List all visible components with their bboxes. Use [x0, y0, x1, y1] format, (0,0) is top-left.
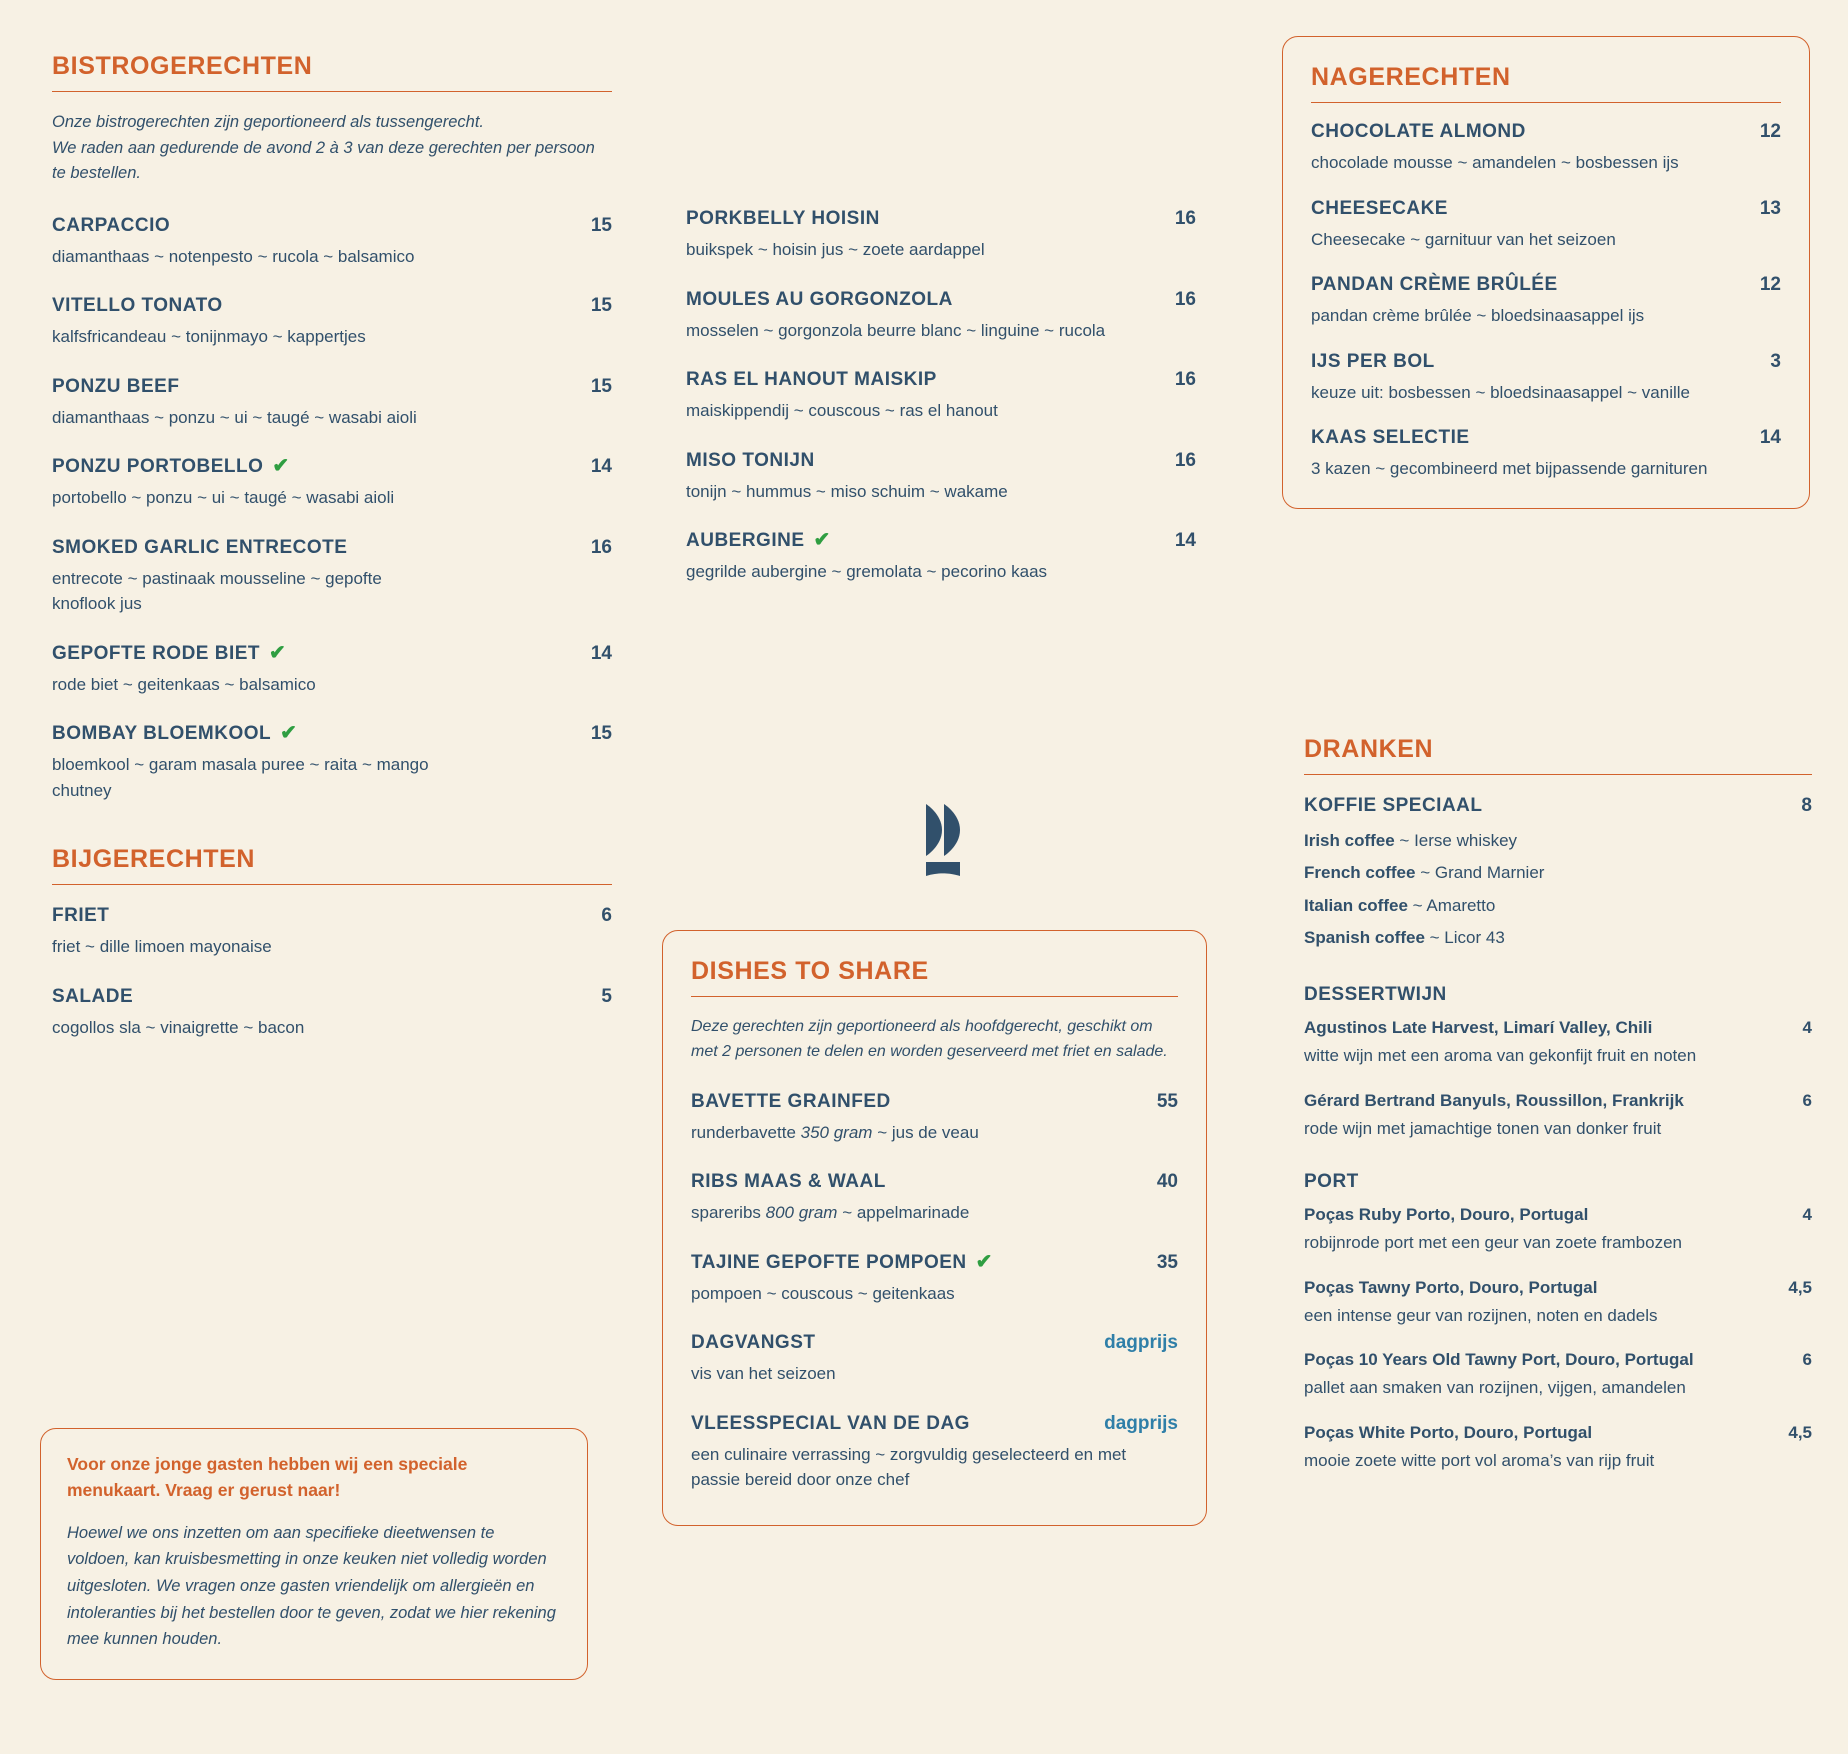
menu-item-name: PANDAN CRÈME BRÛLÉE [1311, 274, 1558, 295]
vegetarian-check-icon: ✔ [280, 722, 297, 745]
menu-item-price: 13 [1759, 197, 1781, 219]
menu-item [691, 1252, 1178, 1307]
vegetarian-check-icon: ✔ [269, 641, 286, 664]
menu-item [691, 1091, 1178, 1146]
menu-item-description: diamanthaas ~ ponzu ~ ui ~ taugé ~ wasabi aioli [52, 407, 417, 427]
section-heading-dranken: DRANKEN [1304, 735, 1812, 775]
logo-ornament-icon [920, 800, 964, 880]
menu-item [52, 723, 612, 803]
share-intro: Deze gerechten zijn geportioneerd als hoofdgerecht, geschikt om met 2 personen te delen en worden geserveerd met friet en salade. [691, 1018, 1168, 1060]
menu-item-description: bloemkool ~ garam masala puree ~ raita ~ mango chutney [52, 755, 429, 800]
list-item [1304, 825, 1812, 857]
menu-item-name: MOULES AU GORGONZOLA [686, 288, 953, 310]
menu-item [686, 450, 1196, 505]
menu-item [1304, 1091, 1812, 1142]
wine-price: 6 [1802, 1350, 1812, 1370]
menu-item-price: 12 [1759, 274, 1781, 295]
menu-item-name: VLEESSPECIAL VAN DE DAG [691, 1412, 970, 1434]
list-item [1304, 890, 1812, 922]
desc-emphasis: 800 gram [765, 1203, 838, 1223]
menu-item-description: portobello ~ ponzu ~ ui ~ taugé ~ wasabi aioli [52, 488, 395, 508]
allergy-disclaimer: Hoewel we ons inzetten om aan specifieke dieetwensen te voldoen, kan kruisbesmetting in onze keuken niet volledig worden uitgesloten. We vragen onze gasten vriendelijk om allergieën en intoleranties bij het bestellen door te geven, zodat we hier rekening mee kunnen houden. [67, 1523, 556, 1649]
menu-item-price: 16 [1174, 369, 1196, 390]
menu-item-name: GEPOFTE RODE BIET [52, 642, 261, 664]
menu-item [1304, 1350, 1812, 1401]
menu-item-price: 14 [1759, 427, 1781, 448]
menu-item [1311, 121, 1781, 176]
menu-item [52, 986, 612, 1041]
menu-item-description: cogollos sla ~ vinaigrette ~ bacon [52, 1017, 305, 1037]
menu-item-price: 16 [1174, 288, 1196, 310]
menu-item-price: 16 [1174, 449, 1196, 471]
menu-item-name: RIBS MAAS & WAAL [691, 1171, 886, 1193]
menu-item-name: CARPACCIO [52, 214, 171, 236]
dishes-to-share-section [662, 930, 1207, 1526]
desserts-section [1282, 36, 1810, 509]
coffee-desc: ~ Licor 43 [1424, 927, 1505, 947]
vegetarian-check-icon: ✔ [272, 455, 290, 478]
kids-allergy-box [40, 1428, 588, 1680]
bistro-intro [52, 110, 612, 187]
menu-item-name: DAGVANGST [691, 1332, 816, 1354]
menu-item-name: TAJINE GEPOFTE POMPOEN [691, 1251, 967, 1273]
menu-item-price: 3 [1770, 350, 1781, 372]
menu-item-price: 16 [590, 536, 612, 558]
menu-item-description: gegrilde aubergine ~ gremolata ~ pecorino kaas [686, 562, 1048, 581]
vegetarian-check-icon: ✔ [975, 1250, 993, 1273]
side-dishes-section [52, 845, 612, 1040]
menu-item [1311, 198, 1781, 253]
menu-item-name: AUBERGINE [686, 530, 805, 551]
wine-price: 4,5 [1788, 1422, 1812, 1442]
wine-price: 6 [1802, 1090, 1812, 1110]
menu-item-description: tonijn ~ hummus ~ miso schuim ~ wakame [686, 481, 1008, 501]
menu-item-name: MISO TONIJN [686, 449, 815, 471]
desc-post: ~ jus de veau [872, 1122, 979, 1142]
menu-item-name: KAAS SELECTIE [1311, 427, 1470, 448]
menu-item [52, 643, 612, 698]
menu-item-price: 8 [1801, 795, 1812, 816]
section-heading-share: DISHES TO SHARE [691, 957, 1178, 997]
wine-name: Gérard Bertrand Banyuls, Roussillon, Frankrijk [1304, 1090, 1684, 1110]
menu-item-price: dagprijs [1104, 1332, 1178, 1354]
wine-description: witte wijn met een aroma van gekonfijt fruit en noten [1304, 1046, 1697, 1066]
menu-item [52, 905, 612, 960]
wine-name: Poças 10 Years Old Tawny Port, Douro, Portugal [1304, 1350, 1694, 1370]
menu-item-description: een culinaire verrassing ~ zorgvuldig geselecteerd en met passie bereid door onze chef [691, 1444, 1127, 1490]
menu-item-price: 35 [1156, 1251, 1178, 1273]
bistro-section [52, 52, 612, 1066]
menu-item-name: IJS PER BOL [1311, 350, 1435, 372]
wine-name: Poças Ruby Porto, Douro, Portugal [1304, 1205, 1589, 1225]
menu-item-price: dagprijs [1104, 1412, 1178, 1434]
coffee-list [1304, 825, 1812, 954]
menu-item-description: friet ~ dille limoen mayonaise [52, 937, 272, 957]
bistro-intro-line2: We raden aan gedurende de avond 2 à 3 van deze gerechten per persoon te bestellen. [52, 138, 595, 183]
menu-item [1311, 274, 1781, 329]
wine-price: 4 [1802, 1205, 1812, 1225]
menu-item-price: 40 [1156, 1171, 1178, 1193]
menu-item-name: CHOCOLATE ALMOND [1311, 121, 1526, 142]
wine-price: 4 [1802, 1018, 1812, 1038]
menu-item [691, 1413, 1178, 1493]
section-heading-bistro: BISTROGERECHTEN [52, 52, 612, 92]
menu-item-name: SMOKED GARLIC ENTRECOTE [52, 536, 348, 558]
menu-item-name: BAVETTE GRAINFED [691, 1090, 891, 1112]
menu-item-price: 15 [590, 295, 612, 317]
menu-item [686, 208, 1196, 263]
wine-name: Poças White Porto, Douro, Portugal [1304, 1422, 1593, 1442]
menu-item-price: 12 [1759, 121, 1781, 142]
menu-item-price: 14 [590, 642, 612, 664]
kids-menu-note: Voor onze jonge gasten hebben wij een speciale menukaart. Vraag er gerust naar! [67, 1454, 468, 1501]
wine-description: een intense geur van rozijnen, noten en dadels [1304, 1305, 1658, 1325]
menu-item-name: PONZU BEEF [52, 375, 180, 397]
wine-description: pallet aan smaken van rozijnen, vijgen, amandelen [1304, 1378, 1686, 1398]
menu-item-price: 15 [590, 723, 612, 745]
subsection-heading-dessertwijn: DESSERTWIJN [1304, 984, 1447, 1006]
menu-item [686, 530, 1196, 585]
bistro-intro-line1: Onze bistrogerechten zijn geportioneerd als tussengerecht. [52, 113, 485, 131]
menu-item-description: diamanthaas ~ notenpesto ~ rucola ~ balsamico [52, 246, 415, 266]
menu-item-name: VITELLO TONATO [52, 295, 223, 317]
menu-item [1304, 1018, 1812, 1069]
menu-item-name: KOFFIE SPECIAAL [1304, 795, 1483, 816]
wine-name: Poças Tawny Porto, Douro, Portugal [1304, 1277, 1598, 1297]
menu-item-price: 15 [590, 375, 612, 397]
menu-item [1304, 1423, 1812, 1474]
menu-item-price: 5 [601, 985, 612, 1007]
coffee-desc: ~ Grand Marnier [1415, 863, 1545, 883]
subsection-heading-port: PORT [1304, 1171, 1359, 1193]
menu-item-price: 6 [601, 905, 612, 927]
coffee-name: Spanish coffee [1304, 927, 1425, 947]
menu-item-description: entrecote ~ pastinaak mousseline ~ gepofte knoflook jus [52, 568, 382, 614]
menu-item [691, 1332, 1178, 1387]
section-heading-nagerechten: NAGERECHTEN [1311, 63, 1781, 103]
menu-item [686, 289, 1196, 344]
list-item [1304, 857, 1812, 889]
menu-item [1311, 427, 1781, 482]
menu-item-price: 14 [590, 456, 612, 478]
coffee-name: Italian coffee [1304, 895, 1408, 915]
menu-item-name: FRIET [52, 905, 110, 927]
menu-item [52, 456, 612, 511]
menu-item [1304, 1278, 1812, 1329]
menu-item-price: 16 [1174, 208, 1196, 229]
menu-item-description: maiskippendij ~ couscous ~ ras el hanout [686, 401, 998, 420]
menu-item [691, 1171, 1178, 1226]
menu-item [1311, 351, 1781, 406]
coffee-name: French coffee [1304, 863, 1416, 883]
menu-item-description: buikspek ~ hoisin jus ~ zoete aardappel [686, 240, 985, 259]
menu-item-description: kalfsfricandeau ~ tonijnmayo ~ kappertjes [52, 327, 366, 347]
wine-price: 4,5 [1788, 1277, 1812, 1297]
menu-item-description: vis van het seizoen [691, 1364, 836, 1384]
menu-item [52, 295, 612, 350]
menu-item-name: RAS EL HANOUT MAISKIP [686, 369, 937, 390]
menu-item [52, 376, 612, 431]
desc-post: ~ appelmarinade [837, 1203, 970, 1223]
bistro-section-column-2 [686, 208, 1196, 611]
wine-name: Agustinos Late Harvest, Limarí Valley, Chili [1304, 1018, 1653, 1038]
menu-item-description [691, 1200, 1178, 1226]
menu-item [52, 215, 612, 270]
menu-item-description: chocolade mousse ~ amandelen ~ bosbessen ijs [1311, 153, 1679, 172]
desc-pre: spareribs [691, 1203, 766, 1223]
drinks-section [1304, 735, 1812, 1495]
menu-item [686, 369, 1196, 424]
desc-pre: runderbavette [691, 1122, 801, 1142]
menu-item-price: 55 [1156, 1090, 1178, 1112]
menu-item-description: mosselen ~ gorgonzola beurre blanc ~ linguine ~ rucola [686, 320, 1106, 340]
menu-item-name: SALADE [52, 985, 134, 1007]
menu-item-name: PONZU PORTOBELLO [52, 456, 264, 478]
menu-item-description [691, 1120, 1178, 1146]
wine-description: mooie zoete witte port vol aroma’s van rijp fruit [1304, 1450, 1655, 1470]
wine-description: rode wijn met jamachtige tonen van donker fruit [1304, 1118, 1662, 1138]
menu-item-name: PORKBELLY HOISIN [686, 208, 880, 229]
menu-item-name: CHEESECAKE [1311, 197, 1448, 219]
vegetarian-check-icon: ✔ [813, 529, 831, 551]
coffee-name: Irish coffee [1304, 831, 1395, 850]
coffee-desc: ~ Amaretto [1407, 895, 1496, 915]
menu-item-description: rode biet ~ geitenkaas ~ balsamico [52, 674, 316, 694]
coffee-desc: ~ Ierse whiskey [1394, 831, 1518, 850]
menu-item-name: BOMBAY BLOEMKOOL [52, 723, 272, 745]
menu-item-price: 15 [590, 214, 612, 236]
section-heading-bijgerechten: BIJGERECHTEN [52, 845, 612, 885]
coffee-special-header [1304, 795, 1812, 817]
menu-item-description: keuze uit: bosbessen ~ bloedsinaasappel ~ vanille [1311, 382, 1690, 402]
menu-item [52, 537, 612, 617]
list-item [1304, 922, 1812, 954]
desc-emphasis: 350 gram [800, 1122, 873, 1142]
menu-item-description: Cheesecake ~ garnituur van het seizoen [1311, 229, 1616, 249]
menu-item [1304, 1205, 1812, 1256]
menu-item-description: pandan crème brûlée ~ bloedsinaasappel ijs [1311, 306, 1645, 325]
wine-description: robijnrode port met een geur van zoete frambozen [1304, 1233, 1683, 1253]
menu-item-description: 3 kazen ~ gecombineerd met bijpassende garnituren [1311, 459, 1708, 478]
menu-item-description: pompoen ~ couscous ~ geitenkaas [691, 1283, 955, 1303]
menu-item-price: 14 [1174, 530, 1196, 551]
